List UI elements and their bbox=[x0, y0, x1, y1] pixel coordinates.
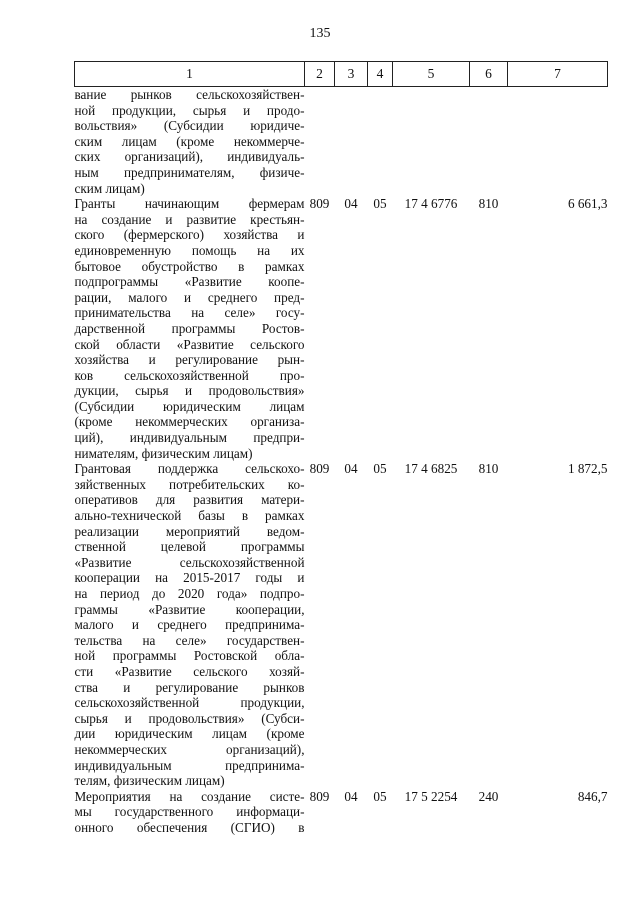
description-line: малого и среднего предпринима- bbox=[74, 617, 305, 633]
description-line: на период до 2020 года» подпро- bbox=[74, 586, 305, 601]
description-line: единовременную помощь на их bbox=[74, 242, 305, 258]
amount bbox=[508, 87, 608, 197]
description-line: подпрограммы «Развитие коопе- bbox=[74, 274, 305, 290]
column-header-5: 5 bbox=[393, 62, 470, 87]
expense-type-code: 240 bbox=[478, 788, 499, 804]
target-article-code bbox=[393, 87, 470, 197]
description-line: хозяйства и регулирование рын- bbox=[74, 352, 305, 368]
description-line: ным предпринимателям, физиче- bbox=[74, 164, 305, 180]
description-line: ков сельскохозяйственной про- bbox=[74, 367, 305, 383]
target-article-code: 17 4 6825 bbox=[404, 461, 458, 477]
description-line: ским лицам) bbox=[74, 180, 145, 196]
description-line: зяйственных потребительских ко- bbox=[74, 476, 305, 492]
subsection-code bbox=[368, 87, 393, 197]
page-number: 135 bbox=[309, 26, 331, 41]
description-line: бытовое обустройство в рамках bbox=[74, 258, 305, 274]
description-line: на создание и развитие крестьян- bbox=[74, 211, 305, 227]
description-line: тельства на селе» государствен- bbox=[74, 632, 305, 648]
description-line: дукции, сырья и продовольствия» bbox=[74, 383, 305, 399]
description-line: граммы «Развитие кооперации, bbox=[74, 601, 305, 617]
section-code: 04 bbox=[344, 196, 358, 212]
amount: 846,7 bbox=[577, 788, 608, 804]
description-line: нимателям, физическим лицам) bbox=[74, 445, 253, 461]
table-row bbox=[75, 87, 608, 197]
table-row bbox=[75, 461, 608, 788]
description-line: ной продукции, сырья и продо- bbox=[74, 102, 305, 118]
description-line: ской области «Развитие сельского bbox=[74, 336, 305, 352]
description-line: ских организаций), индивидуаль- bbox=[74, 149, 305, 165]
section-code: 04 bbox=[344, 788, 358, 804]
description-line: сырья и продовольствия» (Субси- bbox=[74, 710, 305, 726]
description-line: ций), индивидуальным предпри- bbox=[74, 430, 305, 446]
table-body bbox=[75, 87, 608, 836]
amount: 1 872,5 bbox=[567, 461, 608, 477]
description-line: сельскохозяйственной продукции, bbox=[74, 695, 305, 711]
column-header-2: 2 bbox=[305, 62, 335, 87]
description-line: телям, физическим лицам) bbox=[74, 773, 225, 789]
description-line: сти «Развитие сельского хозяй- bbox=[74, 663, 305, 679]
subsection-code: 05 bbox=[373, 461, 387, 477]
section-code bbox=[335, 87, 368, 197]
description-line: ной программы Ростовской обла- bbox=[74, 648, 305, 664]
description-line: вание рынков сельскохозяйствен- bbox=[74, 87, 305, 102]
description-line: Гранты начинающим фермерам bbox=[74, 196, 305, 212]
description-line: кооперации на 2015-2017 годы и bbox=[74, 570, 305, 586]
table-row bbox=[75, 789, 608, 836]
description-line: рации, малого и среднего пред- bbox=[74, 289, 305, 305]
expense-type-code bbox=[470, 87, 508, 197]
subsection-code: 05 bbox=[373, 196, 387, 212]
target-article-code: 17 4 6776 bbox=[404, 196, 458, 212]
column-header-6: 6 bbox=[470, 62, 508, 87]
description-line: оперативов для развития матери- bbox=[74, 492, 305, 508]
description-line: вольствия» (Субсидии юридиче- bbox=[74, 118, 305, 134]
section-code: 04 bbox=[344, 461, 358, 477]
description-line: дарственной программы Ростов- bbox=[74, 320, 305, 336]
description-line: мы государственного информаци- bbox=[74, 804, 305, 820]
description-line: «Развитие сельскохозяйственной bbox=[74, 554, 305, 570]
target-article-code: 17 5 2254 bbox=[404, 788, 458, 804]
description-line: дии юридическим лицам (кроме bbox=[74, 726, 305, 742]
description-line: индивидуальным предпринима- bbox=[74, 757, 305, 773]
amount: 6 661,3 bbox=[567, 196, 608, 212]
ministry-code: 809 bbox=[309, 788, 330, 804]
column-header-4: 4 bbox=[368, 62, 393, 87]
row-description bbox=[75, 789, 305, 836]
table-row bbox=[75, 196, 608, 461]
description-line: Мероприятия на создание систе- bbox=[74, 788, 305, 804]
ministry-code: 809 bbox=[309, 461, 330, 477]
description-line: ского (фермерского) хозяйства и bbox=[74, 227, 305, 243]
description-line: (Субсидии юридическим лицам bbox=[74, 398, 305, 414]
description-line: Грантовая поддержка сельскохо- bbox=[74, 461, 305, 477]
description-line: ства и регулирование рынков bbox=[74, 679, 305, 695]
description-line: ственной целевой программы bbox=[74, 539, 305, 555]
subsection-code: 05 bbox=[373, 788, 387, 804]
description-line: некоммерческих организаций), bbox=[74, 741, 305, 757]
expense-type-code: 810 bbox=[478, 196, 499, 212]
ministry-code: 809 bbox=[309, 196, 330, 212]
column-header-3: 3 bbox=[335, 62, 368, 87]
description-line: ально-технической базы в рамках bbox=[74, 508, 305, 524]
ministry-code bbox=[305, 87, 335, 197]
description-line: принимательства на селе» госу- bbox=[74, 305, 305, 321]
budget-table bbox=[74, 61, 608, 836]
expense-type-code: 810 bbox=[478, 461, 499, 477]
description-line: онного обеспечения (СГИО) в bbox=[74, 819, 305, 835]
description-line: (кроме некоммерческих организа- bbox=[74, 414, 305, 430]
row-description bbox=[75, 461, 305, 788]
description-line: реализации мероприятий ведом- bbox=[74, 523, 305, 539]
description-line: ским лицам (кроме некоммерче- bbox=[74, 133, 305, 149]
row-description bbox=[75, 87, 305, 197]
table-header-row bbox=[75, 62, 608, 87]
row-description bbox=[75, 196, 305, 461]
column-header-7: 7 bbox=[508, 62, 608, 87]
column-header-1: 1 bbox=[75, 62, 305, 87]
